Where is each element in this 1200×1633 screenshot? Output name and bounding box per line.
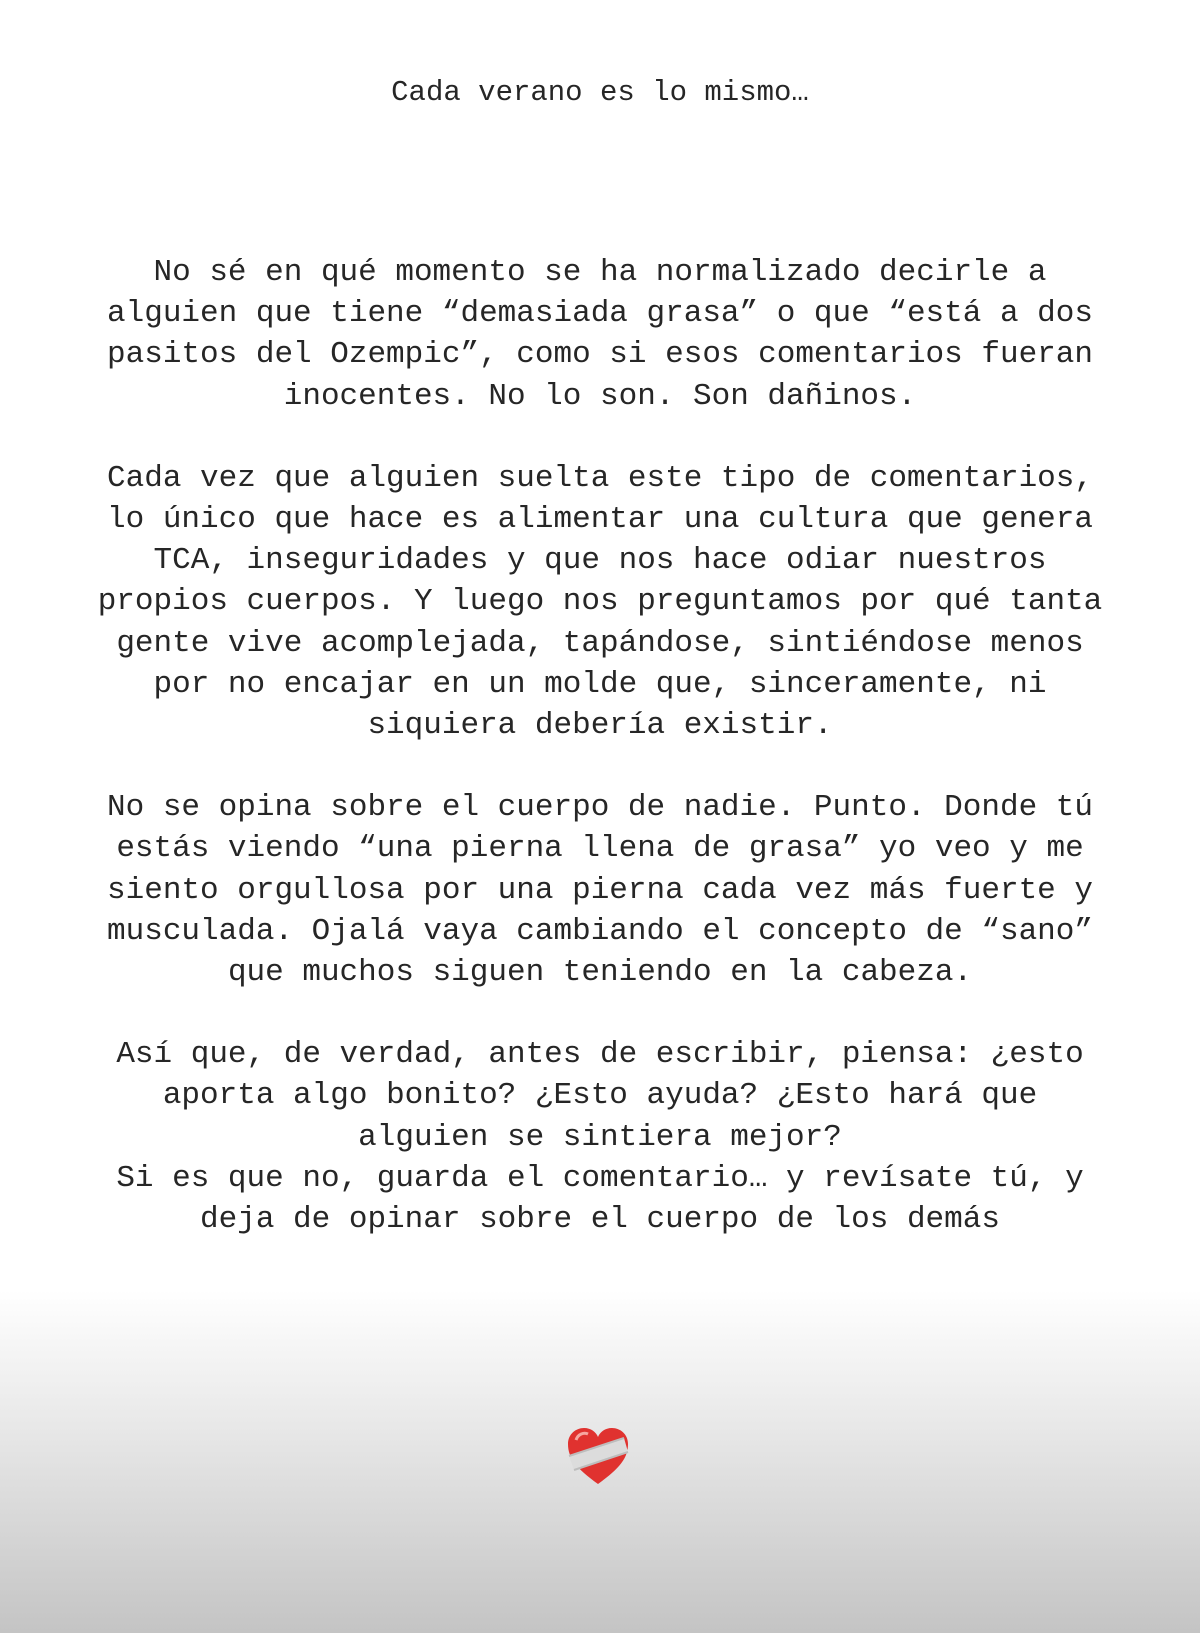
mending-heart-icon — [566, 1426, 630, 1486]
story-line: pasitos del Ozempic”, como si esos comentarios fueran — [107, 337, 1093, 373]
story-paragraph — [0, 458, 1200, 746]
story-paragraph — [0, 252, 1200, 417]
story-line: musculada. Ojalá vaya cambiando el concepto de “sano” — [107, 913, 1093, 949]
story-line: No se opina sobre el cuerpo de nadie. Punto. Donde tú — [107, 790, 1093, 826]
story-line: No sé en qué momento se ha normalizado decirle a — [153, 255, 1047, 290]
story-line: aporta algo bonito? ¿Esto ayuda? ¿Esto hará que — [162, 1078, 1038, 1114]
story-line: siento orgullosa por una pierna cada vez más fuerte y — [107, 872, 1093, 908]
story-line: Si es que no, guarda el comentario… y revísate tú, y — [116, 1160, 1084, 1196]
story-paragraph — [0, 1034, 1200, 1240]
story-line: deja de opinar sobre el cuerpo de los demás — [200, 1202, 1000, 1238]
story-line: lo único que hace es alimentar una cultura que genera — [107, 502, 1093, 538]
story-line: por no encajar en un molde que, sinceramente, ni — [153, 666, 1047, 702]
story-line: alguien se sintiera mejor? — [358, 1119, 842, 1155]
story-line: alguien que tiene “demasiada grasa” o que “está a dos — [107, 296, 1093, 332]
story-line: estás viendo “una pierna llena de grasa” yo veo y me — [116, 831, 1084, 867]
story-line: Así que, de verdad, antes de escribir, piensa: ¿esto — [116, 1037, 1084, 1073]
story-line: gente vive acomplejada, tapándose, sintiéndose menos — [116, 625, 1084, 661]
story-line: inocentes. No lo son. Son dañinos. — [283, 378, 917, 414]
story-line: siquiera debería existir. — [367, 708, 833, 744]
story-text — [0, 252, 1200, 1281]
story-line: que muchos siguen teniendo en la cabeza. — [227, 955, 973, 991]
story-line: Cada vez que alguien suelta este tipo de comentarios, — [107, 460, 1093, 496]
story-paragraph — [0, 787, 1200, 993]
story-title: Cada verano es lo mismo… — [391, 76, 809, 109]
story-line: propios cuerpos. Y luego nos preguntamos por qué tanta — [97, 584, 1103, 620]
story-line: TCA, inseguridades y que nos hace odiar nuestros — [153, 543, 1047, 579]
